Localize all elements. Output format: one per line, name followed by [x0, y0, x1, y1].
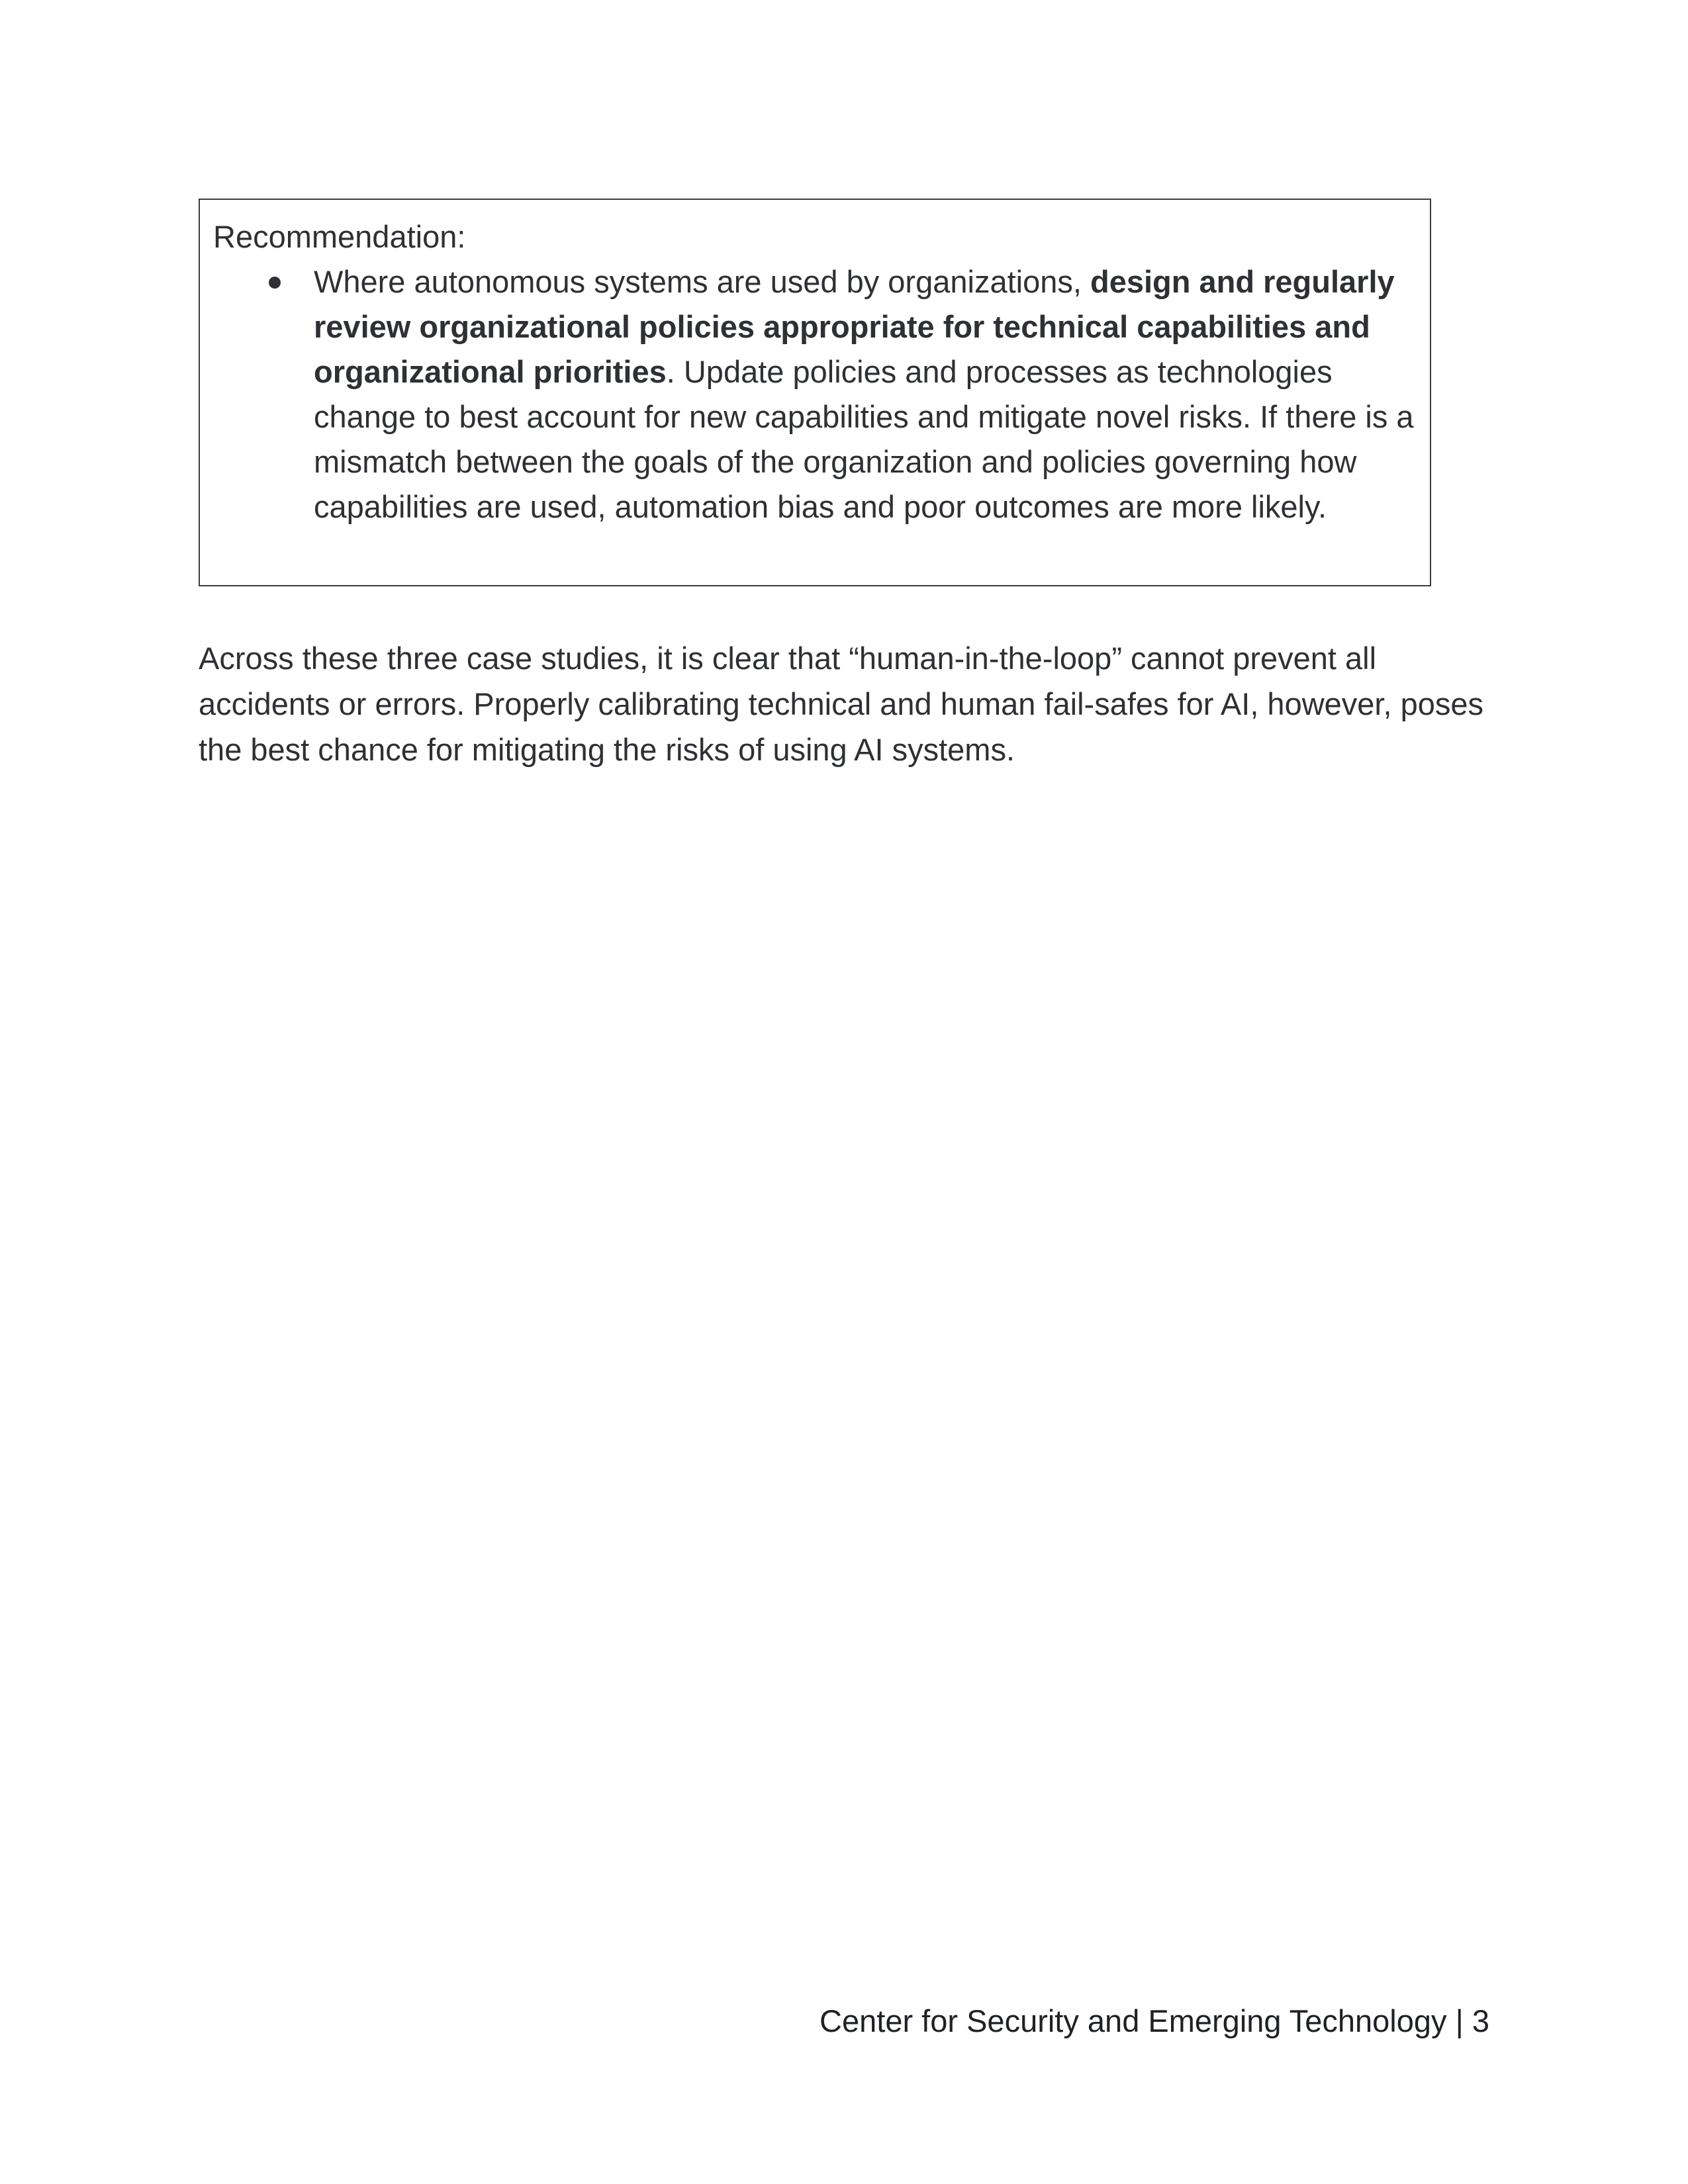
recommendation-heading: Recommendation: — [213, 219, 466, 254]
recommendation-list — [213, 259, 1417, 529]
footer-organization: Center for Security and Emerging Technology — [820, 2003, 1447, 2038]
recommendation-lead-text: Where autonomous systems are used by organizations, — [314, 264, 1090, 299]
page-footer — [820, 1999, 1489, 2044]
recommendation-trail-text: . Update policies and processes as technologies change to best account for new capabilities and mitigate novel risks. If there is a mismatch between the goals of the organization and policies governing how capabilities are used, automation bias and poor outcomes are more likely. — [314, 354, 1414, 524]
page-number: 3 — [1472, 2003, 1489, 2038]
footer-separator: | — [1446, 2003, 1472, 2038]
recommendation-bold-text: design and regularly review organizational policies appropriate for technical capabilities and organizational priorities — [314, 264, 1395, 389]
body-paragraph: Across these three case studies, it is clear that “human-in-the-loop” cannot prevent all accidents or errors. Properly calibrating technical and human fail-safes for AI, however, poses the best chance for mitigating the risks of using AI systems. — [199, 641, 1484, 767]
bullet-icon — [269, 277, 281, 289]
recommendation-box — [199, 199, 1431, 586]
recommendation-item — [213, 259, 1417, 529]
